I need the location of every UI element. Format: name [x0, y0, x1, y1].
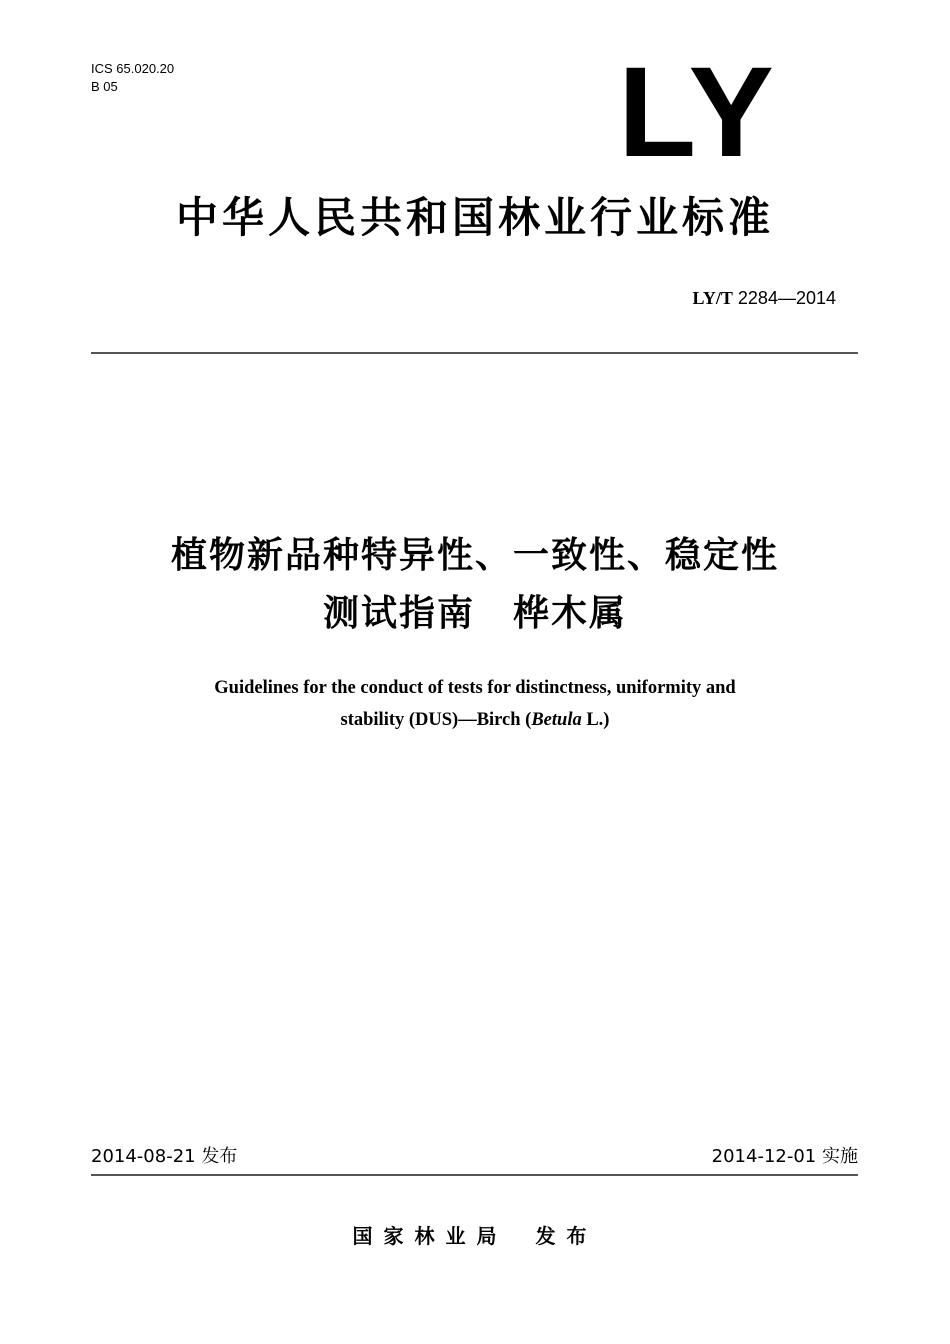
- ccs-code: B 05: [91, 79, 118, 94]
- ly-logo: LY: [618, 41, 778, 184]
- bottom-divider: [91, 1174, 858, 1176]
- issuer-org: 国家林业局: [352, 1224, 508, 1248]
- issuer: [0, 1220, 950, 1252]
- title-cn-line1: 植物新品种特异性、一致性、稳定性: [170, 535, 779, 576]
- ics-classification: [91, 60, 174, 96]
- title-en-line2-start: stability (DUS)—Birch (: [340, 710, 532, 730]
- top-divider: [91, 352, 858, 354]
- title-cn-line2: 测试指南 桦木属: [322, 593, 627, 634]
- standard-number-prefix: LY/T: [692, 288, 733, 308]
- issuer-action: 发布: [535, 1224, 598, 1248]
- title-en-line1: Guidelines for the conduct of tests for distinctness, uniformity and: [214, 678, 736, 698]
- title-en-line2: [0, 704, 950, 736]
- effective-date: 2014-12-01 实施: [711, 1146, 858, 1167]
- issue-date: 2014-08-21 发布: [91, 1146, 238, 1167]
- title-en-line2-end: L.): [581, 710, 610, 730]
- standard-number-value: 2284—2014: [737, 288, 836, 308]
- ics-code: ICS 65.020.20: [91, 61, 175, 76]
- title-en-genus: Betula: [531, 710, 582, 730]
- standard-number: [693, 285, 836, 311]
- standard-title: 中华人民共和国林业行业标准: [175, 193, 774, 242]
